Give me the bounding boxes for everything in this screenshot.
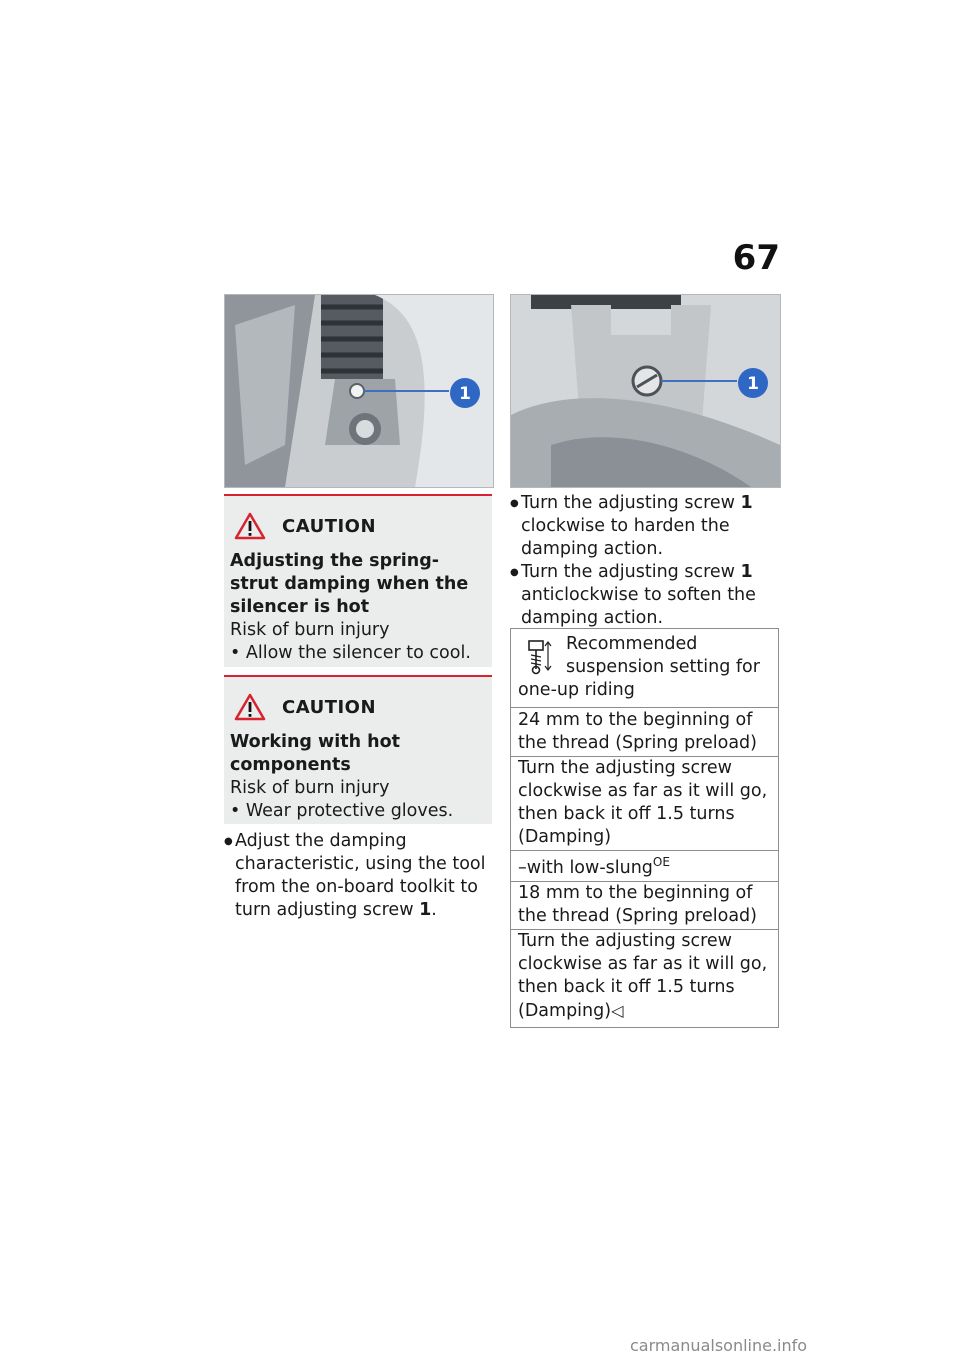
caution-action: • Wear protective gloves.: [230, 801, 454, 821]
oe-marker: OE: [652, 855, 670, 869]
end-marker: ◁: [611, 1000, 624, 1020]
caution-box-hot-components: [224, 675, 492, 824]
spec-heading: Recommended suspension setting for one-up riding: [518, 634, 760, 700]
spec-text: Turn the adjusting screw clockwise as far as it will go, then back it off 1.5 turns (Damping): [518, 930, 768, 1021]
list-item: [224, 830, 494, 922]
caution-risk: Risk of burn injury: [230, 620, 390, 640]
adjusting-screw-illustration: [511, 295, 780, 487]
table-row: [511, 929, 779, 1027]
page-number: 67: [732, 238, 780, 278]
shock-absorber-illustration: [225, 295, 493, 487]
caution-box-hot-silencer: [224, 494, 492, 667]
caution-title: Adjusting the spring-strut damping when the silencer is hot: [230, 551, 469, 617]
shock-absorber-photo: [224, 294, 494, 488]
callout-marker: 1: [747, 374, 759, 394]
suspension-spec-table: [510, 628, 779, 1028]
table-row: [511, 708, 779, 757]
warning-triangle-icon: [234, 693, 266, 721]
caution-label: CAUTION: [282, 696, 377, 718]
table-cell: [511, 851, 779, 882]
caution-label: CAUTION: [282, 515, 377, 537]
left-step-list: [224, 830, 494, 922]
step-text: Adjust the damping characteristic, using the tool from the on-board toolkit to turn adjusting screw: [235, 831, 486, 920]
table-cell: 18 mm to the beginning of the thread (Spring preload): [511, 881, 779, 929]
callout-marker: 1: [459, 384, 471, 404]
step-ref: 1: [419, 900, 432, 920]
caution-action: • Allow the silencer to cool.: [230, 643, 471, 663]
step-rest: clockwise to harden the damping action.: [521, 516, 730, 559]
table-row: [511, 881, 779, 929]
caution-title: Working with hot components: [230, 732, 400, 775]
watermark-text: carmanualsonline.info: [630, 1336, 808, 1355]
warning-triangle-icon: [234, 512, 266, 540]
caution-risk: Risk of burn injury: [230, 778, 390, 798]
table-cell: [511, 929, 779, 1027]
step-ref: 1: [740, 493, 753, 513]
spec-heading-cell: [511, 629, 779, 708]
step-ref: 1: [740, 562, 753, 582]
step-text: Turn the adjusting screw: [521, 493, 741, 513]
table-row: [511, 757, 779, 851]
table-cell: Turn the adjusting screw clockwise as far as it will go, then back it off 1.5 turns (Damping): [511, 757, 779, 851]
step-end: .: [431, 900, 437, 920]
list-item: [510, 561, 760, 630]
list-item: [510, 492, 760, 561]
spring-preload-icon: [526, 639, 554, 675]
step-rest: anticlockwise to soften the damping action.: [521, 585, 756, 628]
table-row: [511, 629, 779, 708]
right-step-list: [510, 492, 760, 630]
table-row: [511, 851, 779, 882]
caution-header: [234, 512, 486, 540]
table-cell: 24 mm to the beginning of the thread (Spring preload): [511, 708, 779, 757]
variant-label: –with low-slung: [518, 857, 653, 878]
step-text: Turn the adjusting screw: [521, 562, 741, 582]
caution-header: [234, 693, 486, 721]
adjusting-screw-photo: [510, 294, 781, 488]
